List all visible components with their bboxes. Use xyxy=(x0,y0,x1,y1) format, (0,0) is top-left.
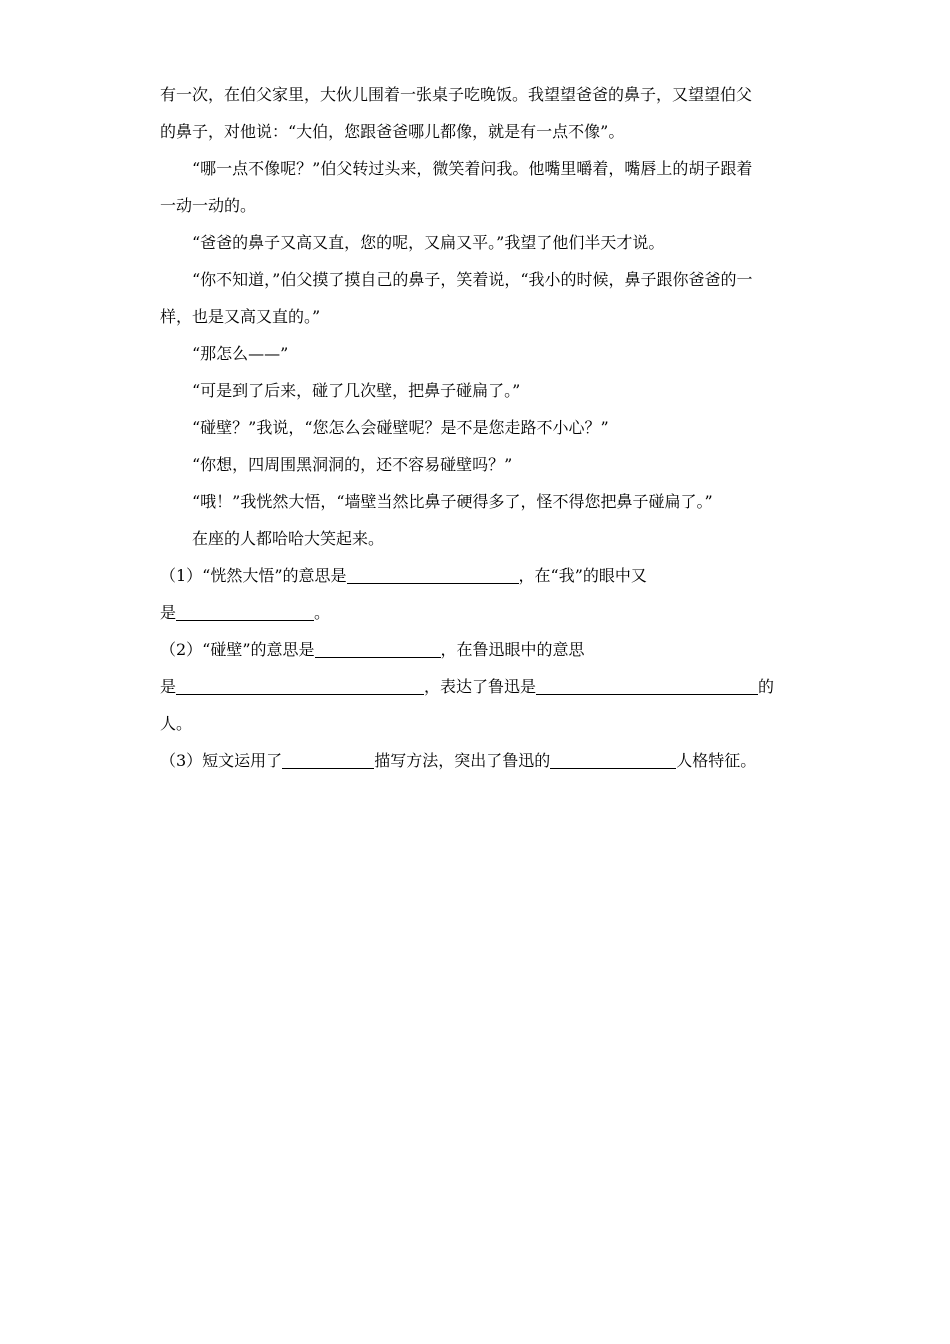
paragraph-3: “爸爸的鼻子又高又直，您的呢，又扁又平。”我望了他们半天才说。 xyxy=(192,233,665,252)
answer-blank-1a[interactable] xyxy=(347,565,519,584)
answer-blank-3a[interactable] xyxy=(282,750,374,769)
question-2-line-2 xyxy=(160,668,790,705)
question-1-prompt-line2: 是 xyxy=(160,603,177,622)
question-1-prompt-cont: ，在“我”的眼中又 xyxy=(518,566,647,585)
paragraph-7: “碰壁？”我说，“您怎么会碰壁呢？是不是您走路不小心？” xyxy=(192,418,609,437)
question-1-prompt: （1）“恍然大悟”的意思是 xyxy=(160,566,347,585)
answer-blank-1b[interactable] xyxy=(176,602,314,621)
question-1-line-1 xyxy=(160,557,790,594)
question-3-end: 人格特征。 xyxy=(676,751,757,770)
question-2-prompt-cont: ，在鲁迅眼中的意思 xyxy=(440,640,585,659)
paragraph-9: “哦！”我恍然大悟，“墙壁当然比鼻子硬得多了，怪不得您把鼻子碰扁了。” xyxy=(192,492,713,511)
question-2-prompt-tail: 的 xyxy=(758,677,775,696)
paragraph-2-line-2: 一动一动的。 xyxy=(160,196,257,215)
question-2-line-1 xyxy=(160,631,790,668)
paragraph-1-line-2: 的鼻子，对他说：“大伯，您跟爸爸哪儿都像，就是有一点不像”。 xyxy=(160,122,625,141)
paragraph-8: “你想，四周围黑洞洞的，还不容易碰壁吗？” xyxy=(192,455,513,474)
question-3-prompt-cont: 描写方法，突出了鲁迅的 xyxy=(374,751,551,770)
paragraph-2-line-1: “哪一点不像呢？”伯父转过头来，微笑着问我。他嘴里嚼着，嘴唇上的胡子跟着 xyxy=(192,159,753,178)
answer-blank-2b[interactable] xyxy=(176,676,424,695)
paragraph-10: 在座的人都哈哈大笑起来。 xyxy=(192,529,385,548)
question-1-end: 。 xyxy=(314,603,331,622)
question-1-line-2 xyxy=(160,594,790,631)
answer-blank-2c[interactable] xyxy=(536,676,758,695)
question-3-prompt: （3）短文运用了 xyxy=(160,751,283,770)
question-3-line-1 xyxy=(160,742,790,779)
paragraph-4-line-2: 样，也是又高又直的。” xyxy=(160,307,321,326)
question-2-line-3: 人。 xyxy=(160,714,193,733)
question-2-prompt-line2: 是 xyxy=(160,677,177,696)
question-2-prompt: （2）“碰壁”的意思是 xyxy=(160,640,315,659)
paragraph-6: “可是到了后来，碰了几次壁，把鼻子碰扁了。” xyxy=(192,381,521,400)
paragraph-1-line-1: 有一次，在伯父家里，大伙儿围着一张桌子吃晚饭。我望望爸爸的鼻子，又望望伯父 xyxy=(160,85,753,104)
answer-blank-2a[interactable] xyxy=(315,639,441,658)
question-2-prompt-mid: ，表达了鲁迅是 xyxy=(424,677,537,696)
passage-content xyxy=(160,76,790,779)
answer-blank-3b[interactable] xyxy=(550,750,676,769)
paragraph-4-line-1: “你不知道，”伯父摸了摸自己的鼻子，笑着说，“我小的时候，鼻子跟你爸爸的一 xyxy=(192,270,753,289)
paragraph-5: “那怎么——” xyxy=(192,344,289,363)
